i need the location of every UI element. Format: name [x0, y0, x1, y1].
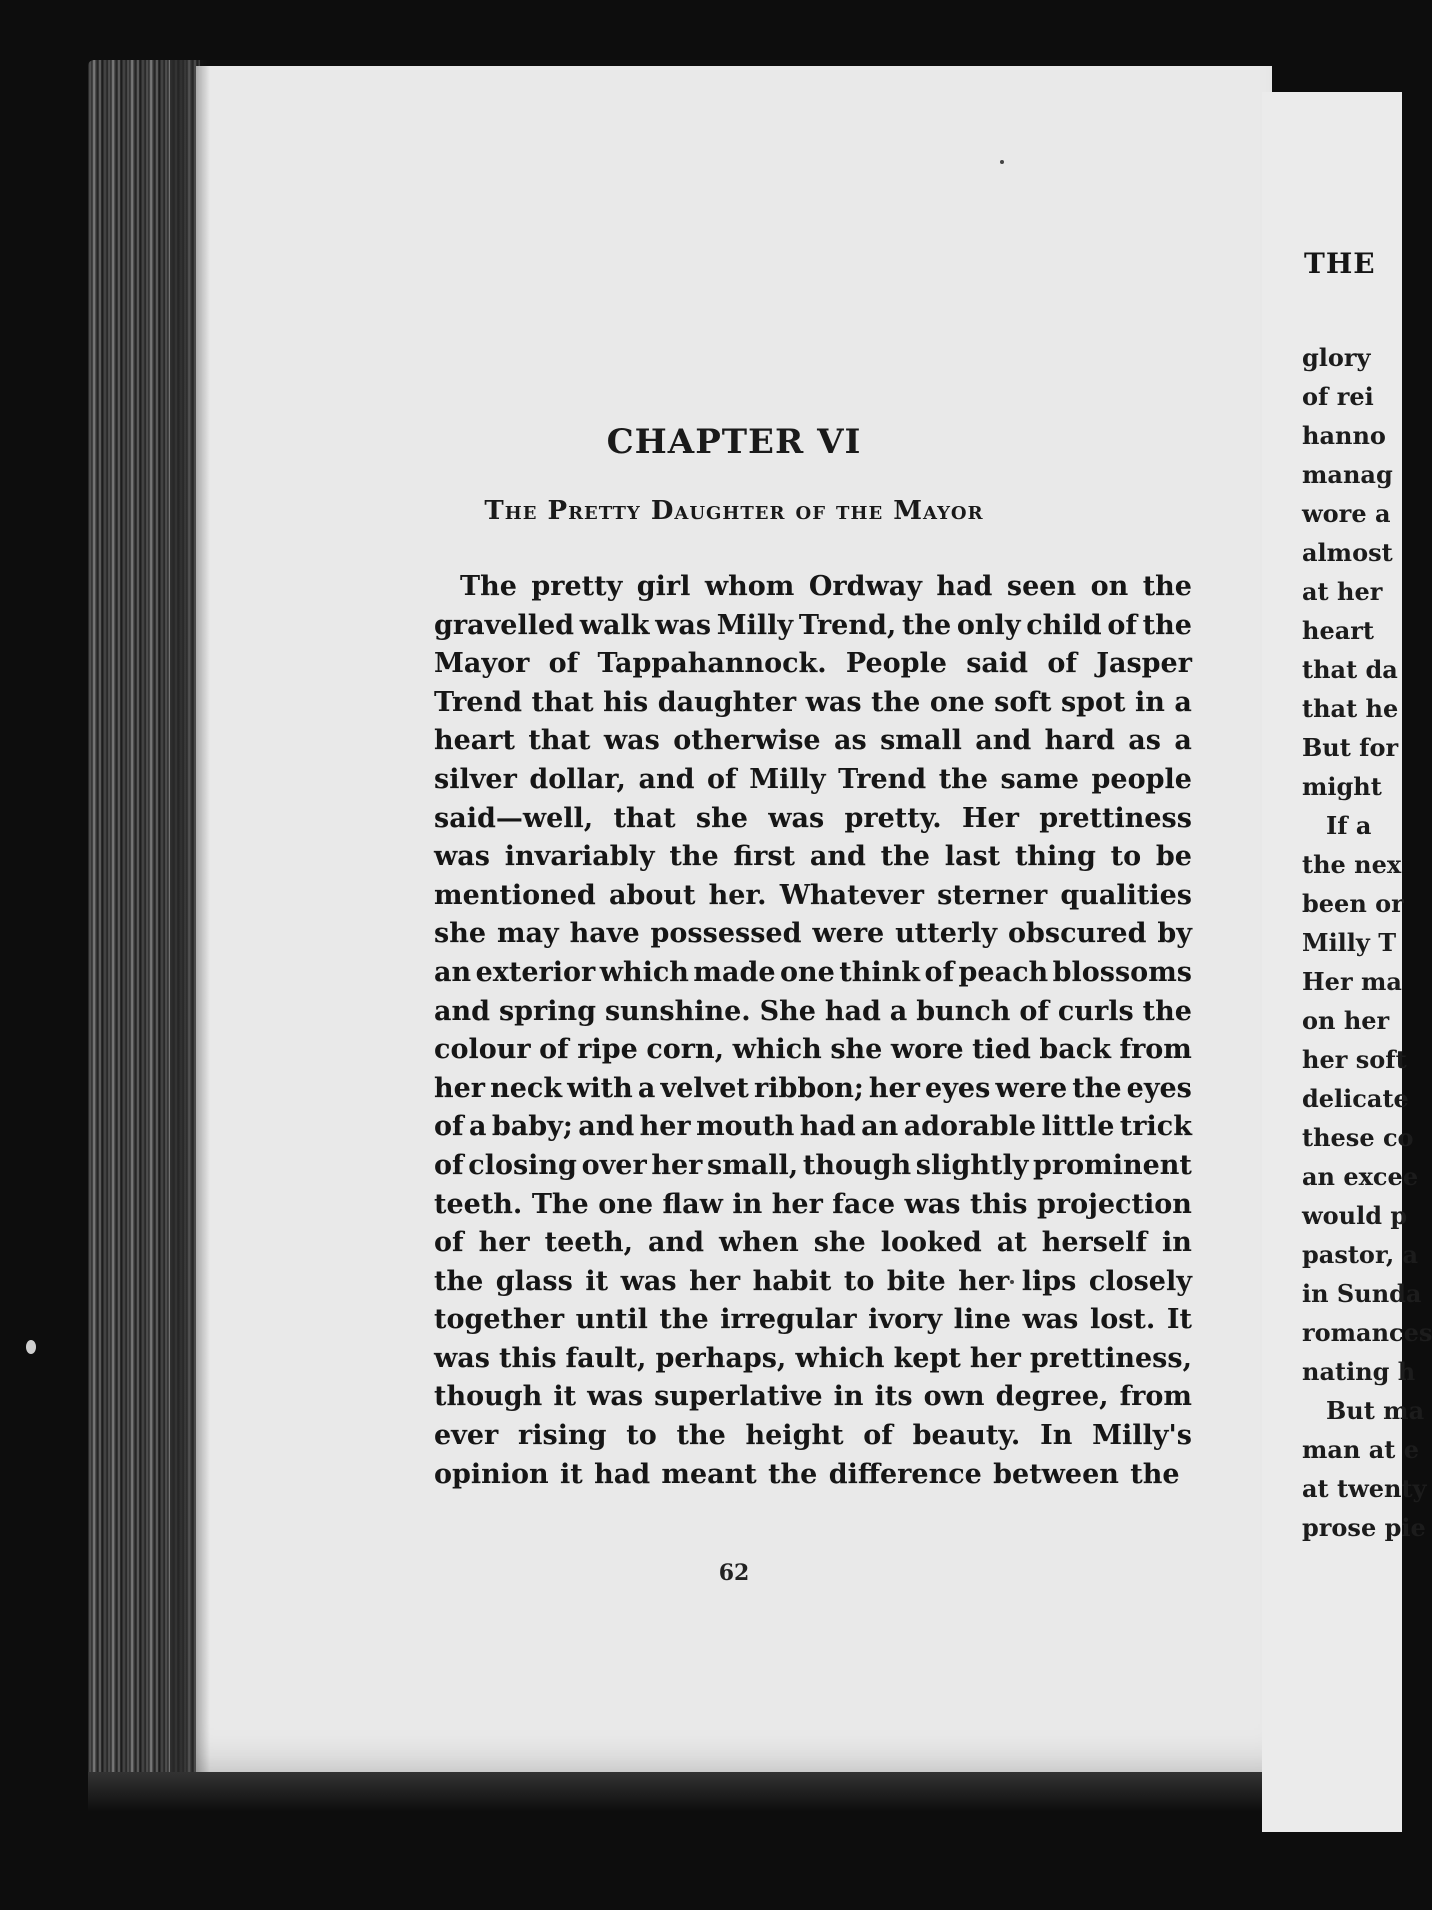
scan-speck — [1000, 160, 1004, 164]
right-text-line: might — [1302, 772, 1382, 801]
right-text-line: nating h — [1302, 1357, 1416, 1386]
right-text-line: that da — [1302, 655, 1398, 684]
right-text-line: If a — [1326, 811, 1372, 840]
right-text-line: pastor, a — [1302, 1240, 1419, 1269]
text-line: together until the irregular ivory line was lost. It — [434, 1304, 1192, 1336]
text-line: an exterior which made one think of peach blossoms — [434, 956, 1192, 988]
text-line: was invariably the first and the last thing to be — [434, 841, 1192, 873]
right-text-line: hanno — [1302, 421, 1386, 450]
right-page-heading: THE — [1304, 247, 1376, 280]
right-text-line: her soft — [1302, 1045, 1407, 1074]
page-bottom-edge — [88, 1772, 1278, 1812]
right-text-line: at her — [1302, 577, 1383, 606]
text-line: though it was superlative in its own degree, from — [434, 1381, 1192, 1413]
right-text-line: glory — [1302, 343, 1371, 372]
right-text-line: wore a — [1302, 499, 1391, 528]
text-line: Mayor of Tappahannock. People said of Jasper — [434, 648, 1192, 680]
text-line: ever rising to the height of beauty. In Milly's — [434, 1420, 1192, 1452]
text-line: silver dollar, and of Milly Trend the same people — [434, 763, 1192, 795]
right-text-line: at twenty — [1302, 1474, 1427, 1503]
text-line: heart that was otherwise as small and hard as a — [434, 725, 1192, 757]
text-line: mentioned about her. Whatever sterner qualities — [434, 879, 1192, 911]
text-line: the glass it was her habit to bite her lips closely — [434, 1265, 1192, 1297]
text-line: The pretty girl whom Ordway had seen on the — [460, 571, 1192, 602]
body-text — [434, 568, 1192, 1494]
text-line: was this fault, perhaps, which kept her prettiness, — [434, 1342, 1192, 1374]
right-text-line: been or — [1302, 889, 1404, 918]
right-text-line: an excee — [1302, 1162, 1419, 1191]
scan-speck — [26, 1340, 36, 1354]
text-line: colour of ripe corn, which she wore tied back from — [434, 1034, 1192, 1066]
gutter-shadow — [170, 60, 210, 1780]
right-text-line: Her ma — [1302, 967, 1402, 996]
text-line: of a baby; and her mouth had an adorable little trick — [434, 1111, 1192, 1143]
right-text-line: heart — [1302, 616, 1374, 645]
right-text-line: manag — [1302, 460, 1393, 489]
right-text-line: that he — [1302, 694, 1399, 723]
right-text-line: romances — [1302, 1318, 1432, 1347]
text-line: opinion it had meant the difference between the — [434, 1458, 1180, 1490]
right-page-text — [1302, 338, 1432, 1547]
chapter-title: CHAPTER VI — [606, 422, 862, 462]
right-text-line: the nex — [1302, 850, 1402, 879]
page-number: 62 — [718, 1560, 750, 1586]
text-line: and spring sunshine. She had a bunch of curls the — [434, 995, 1192, 1027]
right-text-line: would p — [1302, 1201, 1408, 1230]
text-line: her neck with a velvet ribbon; her eyes were the eyes — [434, 1072, 1192, 1104]
text-line: gravelled walk was Milly Trend, the only child of the — [434, 609, 1192, 641]
right-text-line: But for — [1302, 733, 1399, 762]
right-text-line: on her — [1302, 1006, 1390, 1035]
right-text-line: almost — [1302, 538, 1393, 567]
text-line: teeth. The one flaw in her face was this projection — [434, 1188, 1192, 1220]
right-text-line: these co — [1302, 1123, 1414, 1152]
right-text-line: man at e — [1302, 1435, 1420, 1464]
right-text-line: delicate — [1302, 1084, 1409, 1113]
text-line: said—well, that she was pretty. Her prettiness — [434, 802, 1192, 834]
text-line: she may have possessed were utterly obscured by — [434, 918, 1192, 950]
text-line: of her teeth, and when she looked at herself in — [434, 1227, 1192, 1259]
text-line: of closing over her small, though slightly prominent — [434, 1149, 1192, 1181]
right-text-line: of rei — [1302, 382, 1374, 411]
right-text-line: But ma — [1326, 1396, 1425, 1425]
text-line: Trend that his daughter was the one soft spot in a — [434, 686, 1192, 718]
right-text-line: Milly T — [1302, 928, 1397, 957]
right-text-line: in Sunda — [1302, 1279, 1422, 1308]
chapter-subtitle: The Pretty Daughter of the Mayor — [484, 496, 984, 526]
right-text-line: prose pie — [1302, 1513, 1426, 1542]
